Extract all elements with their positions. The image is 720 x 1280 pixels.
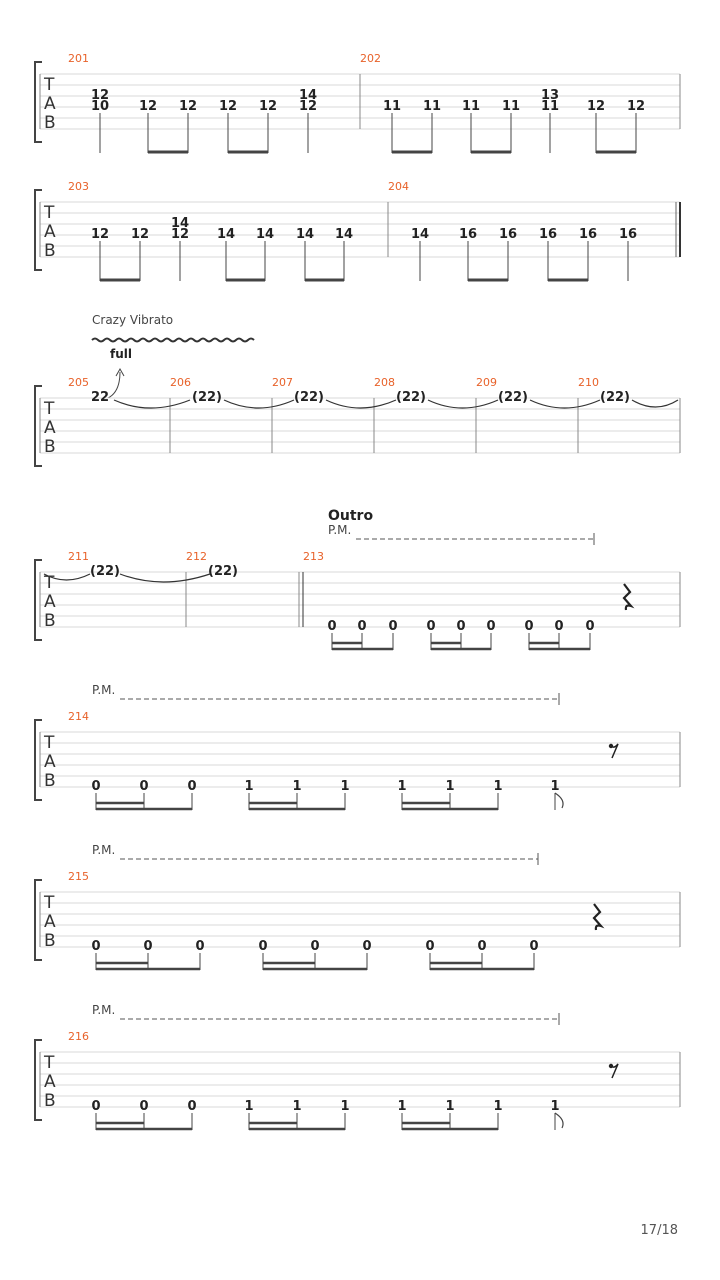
fret-number: 10 — [90, 99, 110, 114]
fret-number: 16 — [538, 227, 558, 242]
eighth-flag-icon — [555, 793, 563, 808]
fret-number: 1 — [493, 1099, 503, 1114]
system-5 — [40, 732, 680, 787]
fret-number: 1 — [397, 779, 407, 794]
quarter-rest-icon — [594, 904, 601, 930]
tab-letter-b: B — [44, 241, 56, 261]
system-7 — [40, 1052, 680, 1107]
palm-mute-label: P.M. — [328, 523, 352, 537]
measure-number: 216 — [68, 1030, 89, 1043]
fret-number: 12 — [90, 88, 110, 103]
tab-letter-b: B — [44, 1091, 56, 1111]
fret-number: 12 — [298, 99, 318, 114]
fret-number: 1 — [340, 1099, 350, 1114]
tab-letter-a: A — [44, 752, 56, 772]
tab-letter-a: A — [44, 1072, 56, 1092]
tab-letter-t: T — [44, 573, 55, 593]
fret-number: 0 — [362, 939, 372, 954]
measure-number: 201 — [68, 52, 89, 65]
fret-number: 12 — [138, 99, 158, 114]
fret-number: (22) — [192, 390, 222, 405]
tie-arc — [120, 574, 210, 582]
vibrato-wave — [92, 339, 254, 342]
measure-number: 208 — [374, 376, 395, 389]
fret-number: 1 — [445, 779, 455, 794]
rhythm-stems — [96, 953, 534, 970]
fret-number: 0 — [139, 779, 149, 794]
fret-number: 0 — [388, 619, 398, 634]
system-6 — [40, 892, 680, 947]
tab-letter-b: B — [44, 611, 56, 631]
palm-mute-label: P.M. — [92, 1003, 116, 1017]
fret-number: 16 — [498, 227, 518, 242]
outro-section-label: Outro — [328, 508, 374, 524]
fret-number: 12 — [170, 227, 190, 242]
fret-number: 0 — [139, 1099, 149, 1114]
fret-number: 0 — [477, 939, 487, 954]
tab-letter-t: T — [44, 399, 55, 419]
measure-number: 214 — [68, 710, 89, 723]
fret-number: 16 — [618, 227, 638, 242]
fret-number: 14 — [216, 227, 236, 242]
tab-letter-b: B — [44, 113, 56, 133]
quarter-rest-icon — [624, 584, 631, 610]
fret-number: 14 — [170, 216, 190, 231]
fret-number: 0 — [425, 939, 435, 954]
palm-mute-label: P.M. — [92, 683, 116, 697]
measure-number: 210 — [578, 376, 599, 389]
measure-number: 215 — [68, 870, 89, 883]
fret-number: 0 — [187, 779, 197, 794]
tab-letter-a: A — [44, 222, 56, 242]
fret-number: 0 — [195, 939, 205, 954]
measure-number: 209 — [476, 376, 497, 389]
fret-number: 12 — [218, 99, 238, 114]
fret-number: 14 — [334, 227, 354, 242]
fret-number: 1 — [550, 779, 560, 794]
fret-number: 0 — [554, 619, 564, 634]
fret-number: 11 — [382, 99, 402, 114]
measure-number: 203 — [68, 180, 89, 193]
measure-number: 204 — [388, 180, 409, 193]
fret-number: (22) — [498, 390, 528, 405]
fret-number: 13 — [540, 88, 560, 103]
fret-number: 0 — [91, 1099, 101, 1114]
bend-arrow — [108, 372, 120, 398]
page-number: 17/18 — [640, 1223, 678, 1238]
fret-number: 1 — [550, 1099, 560, 1114]
tab-letter-a: A — [44, 912, 56, 932]
fret-number: 12 — [626, 99, 646, 114]
fret-number: 11 — [501, 99, 521, 114]
rhythm-stems — [332, 633, 590, 650]
eighth-flag-icon — [555, 1113, 563, 1128]
bend-full-label: full — [110, 347, 132, 361]
fret-number: 1 — [244, 1099, 254, 1114]
fret-number: 12 — [586, 99, 606, 114]
fret-number: 11 — [422, 99, 442, 114]
fret-number: 14 — [295, 227, 315, 242]
fret-number: 1 — [244, 779, 254, 794]
fret-number: (22) — [208, 564, 238, 579]
fret-number: 0 — [187, 1099, 197, 1114]
fret-number: 1 — [292, 779, 302, 794]
fret-number: (22) — [294, 390, 324, 405]
rhythm-stems — [100, 113, 636, 153]
fret-number: 0 — [143, 939, 153, 954]
tab-letter-t: T — [44, 1053, 55, 1073]
tab-letter-t: T — [44, 733, 55, 753]
fret-number: 0 — [529, 939, 539, 954]
fret-number: 22 — [90, 390, 110, 405]
fret-number: 0 — [258, 939, 268, 954]
tab-letter-b: B — [44, 771, 56, 791]
measure-number: 212 — [186, 550, 207, 563]
fret-number: 14 — [298, 88, 318, 103]
fret-number: 11 — [461, 99, 481, 114]
tab-letter-b: B — [44, 931, 56, 951]
fret-number: 0 — [327, 619, 337, 634]
measure-number: 213 — [303, 550, 324, 563]
fret-number: (22) — [90, 564, 120, 579]
fret-number: 1 — [445, 1099, 455, 1114]
eighth-rest-icon — [609, 744, 618, 758]
measure-number: 207 — [272, 376, 293, 389]
fret-number: 12 — [178, 99, 198, 114]
palm-mute-label: P.M. — [92, 843, 116, 857]
rhythm-stems — [100, 241, 628, 281]
tab-letter-a: A — [44, 94, 56, 114]
fret-number: (22) — [600, 390, 630, 405]
tab-letter-t: T — [44, 75, 55, 95]
measure-number: 211 — [68, 550, 89, 563]
fret-number: 14 — [410, 227, 430, 242]
fret-number: 12 — [130, 227, 150, 242]
fret-number: 0 — [524, 619, 534, 634]
tab-letter-a: A — [44, 418, 56, 438]
tab-letter-a: A — [44, 592, 56, 612]
fret-number: 0 — [585, 619, 595, 634]
fret-number: 14 — [255, 227, 275, 242]
rhythm-stems — [96, 793, 555, 810]
fret-number: 0 — [456, 619, 466, 634]
fret-number: 0 — [91, 779, 101, 794]
fret-number: (22) — [396, 390, 426, 405]
fret-number: 12 — [90, 227, 110, 242]
fret-number: 0 — [426, 619, 436, 634]
fret-number: 1 — [292, 1099, 302, 1114]
fret-number: 1 — [340, 779, 350, 794]
fret-number: 0 — [91, 939, 101, 954]
tab-letter-t: T — [44, 893, 55, 913]
measure-number: 202 — [360, 52, 381, 65]
fret-number: 1 — [493, 779, 503, 794]
eighth-rest-icon — [609, 1064, 618, 1078]
rhythm-stems — [96, 1113, 555, 1130]
fret-number: 0 — [486, 619, 496, 634]
fret-number: 16 — [458, 227, 478, 242]
fret-number: 0 — [357, 619, 367, 634]
fret-number: 1 — [397, 1099, 407, 1114]
fret-number: 12 — [258, 99, 278, 114]
crazy-vibrato-label: Crazy Vibrato — [92, 313, 174, 327]
measure-number: 205 — [68, 376, 89, 389]
fret-number: 16 — [578, 227, 598, 242]
tab-letter-b: B — [44, 437, 56, 457]
tab-letter-t: T — [44, 203, 55, 223]
fret-number: 11 — [540, 99, 560, 114]
measure-number: 206 — [170, 376, 191, 389]
fret-number: 0 — [310, 939, 320, 954]
